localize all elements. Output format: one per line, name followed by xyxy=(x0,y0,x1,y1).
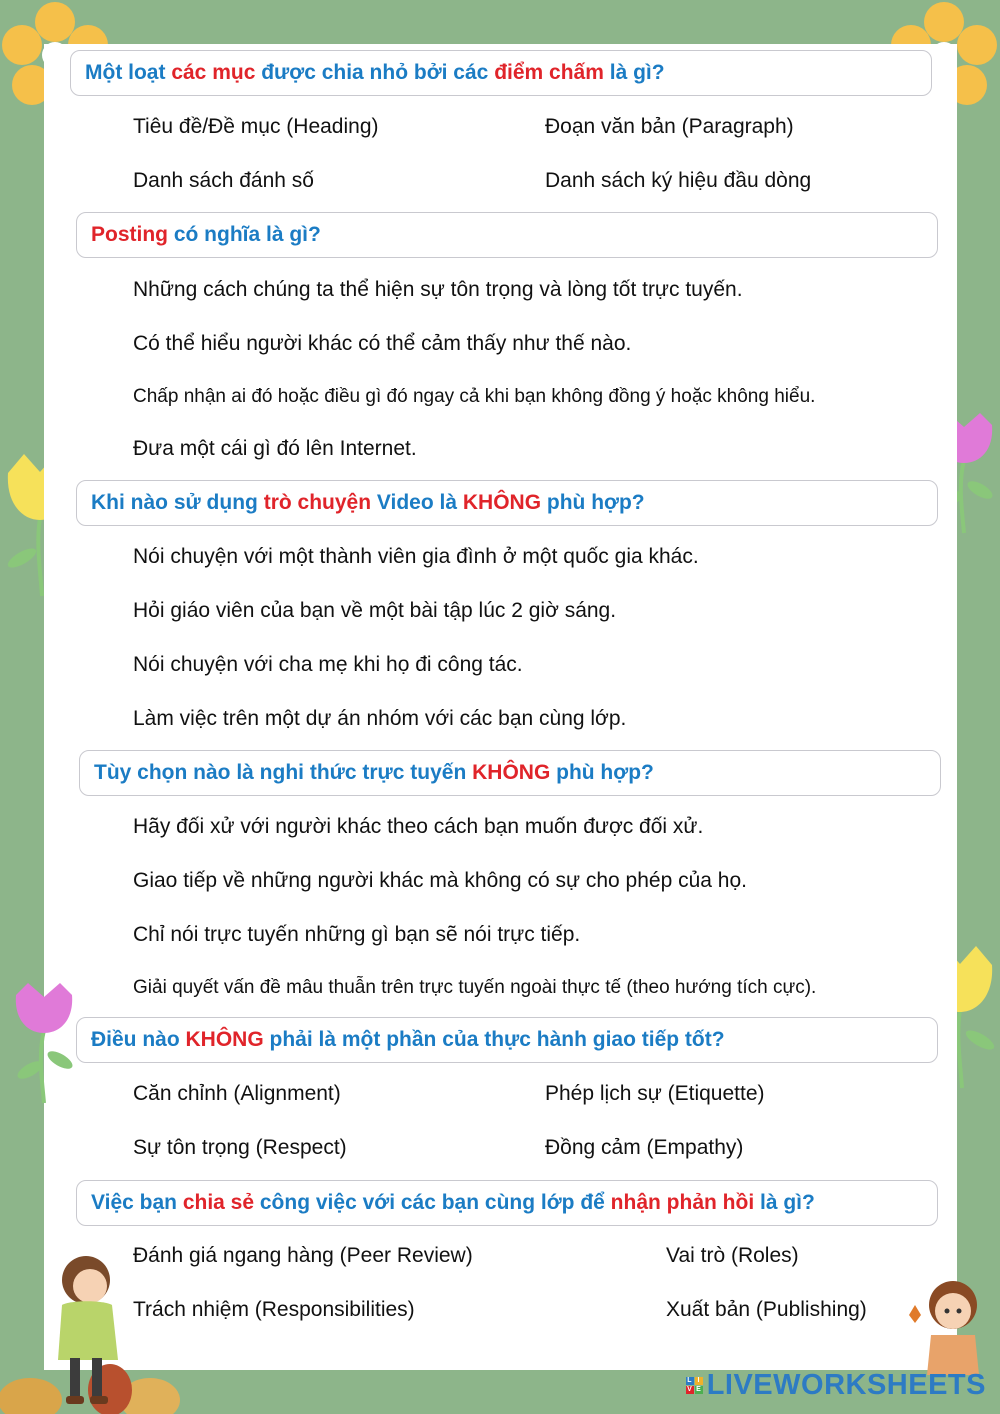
question-3 xyxy=(76,480,938,526)
q4-option-3[interactable]: Chỉ nói trực tuyến những gì bạn sẽ nói trực tiếp. xyxy=(133,923,581,946)
question-4 xyxy=(79,750,941,796)
q4-option-2[interactable]: Giao tiếp về những người khác mà không có sự cho phép của họ. xyxy=(133,869,747,892)
girl-illustration xyxy=(0,1250,180,1414)
liveworksheets-logo-text: LIVEWORKSHEETS xyxy=(706,1369,986,1401)
q5-option-1[interactable]: Căn chỉnh (Alignment) xyxy=(133,1082,341,1105)
liveworksheets-logo-icon: L I V E xyxy=(687,1377,702,1393)
q1-option-2[interactable]: Đoạn văn bản (Paragraph) xyxy=(545,115,794,138)
q3-option-1[interactable]: Nói chuyện với một thành viên gia đình ở một quốc gia khác. xyxy=(133,545,699,568)
question-5-text: Điều nào KHÔNG phải là một phần của thực hành giao tiếp tốt? xyxy=(91,1028,725,1051)
question-2 xyxy=(76,212,938,258)
q2-option-4[interactable]: Đưa một cái gì đó lên Internet. xyxy=(133,437,417,460)
question-2-text: Posting có nghĩa là gì? xyxy=(91,223,321,246)
q1-option-3[interactable]: Danh sách đánh số xyxy=(133,169,314,192)
q2-option-2[interactable]: Có thể hiểu người khác có thể cảm thấy như thế nào. xyxy=(133,332,632,355)
q1-option-4[interactable]: Danh sách ký hiệu đầu dòng xyxy=(545,169,812,192)
question-5 xyxy=(76,1017,938,1063)
q2-option-1[interactable]: Những cách chúng ta thể hiện sự tôn trọng và lòng tốt trực tuyến. xyxy=(133,278,743,301)
question-1-text: Một loạt các mục được chia nhỏ bởi các điểm chấm là gì? xyxy=(85,61,665,84)
question-3-text: Khi nào sử dụng trò chuyện Video là KHÔNG phù hợp? xyxy=(91,491,645,514)
boy-illustration xyxy=(895,1275,995,1375)
question-6-text: Việc bạn chia sẻ công việc với các bạn cùng lớp để nhận phản hồi là gì? xyxy=(91,1191,815,1214)
question-4-text: Tùy chọn nào là nghi thức trực tuyến KHÔNG phù hợp? xyxy=(94,761,654,784)
q2-option-3[interactable]: Chấp nhận ai đó hoặc điều gì đó ngay cả khi bạn không đồng ý hoặc không hiểu. xyxy=(133,386,816,407)
q4-option-1[interactable]: Hãy đối xử với người khác theo cách bạn muốn được đối xử. xyxy=(133,815,704,838)
question-1 xyxy=(70,50,932,96)
tulip-pink-left-decoration xyxy=(8,975,80,1105)
q3-option-4[interactable]: Làm việc trên một dự án nhóm với các bạn cùng lớp. xyxy=(133,707,627,730)
q6-option-1[interactable]: Đánh giá ngang hàng (Peer Review) xyxy=(133,1244,473,1267)
q5-option-4[interactable]: Đồng cảm (Empathy) xyxy=(545,1136,744,1159)
q6-option-4[interactable]: Xuất bản (Publishing) xyxy=(666,1298,867,1321)
q4-option-4[interactable]: Giải quyết vấn đề mâu thuẫn trên trực tuyến ngoài thực tế (theo hướng tích cực). xyxy=(133,977,817,998)
q5-option-3[interactable]: Sự tôn trọng (Respect) xyxy=(133,1136,347,1159)
q1-option-1[interactable]: Tiêu đề/Đề mục (Heading) xyxy=(133,115,379,138)
q6-option-3[interactable]: Trách nhiệm (Responsibilities) xyxy=(133,1298,415,1321)
q6-option-2[interactable]: Vai trò (Roles) xyxy=(666,1244,799,1267)
q3-option-3[interactable]: Nói chuyện với cha mẹ khi họ đi công tác. xyxy=(133,653,523,676)
question-6 xyxy=(76,1180,938,1226)
liveworksheets-logo xyxy=(686,1369,986,1402)
q3-option-2[interactable]: Hỏi giáo viên của bạn về một bài tập lúc 2 giờ sáng. xyxy=(133,599,617,622)
q5-option-2[interactable]: Phép lịch sự (Etiquette) xyxy=(545,1082,765,1105)
